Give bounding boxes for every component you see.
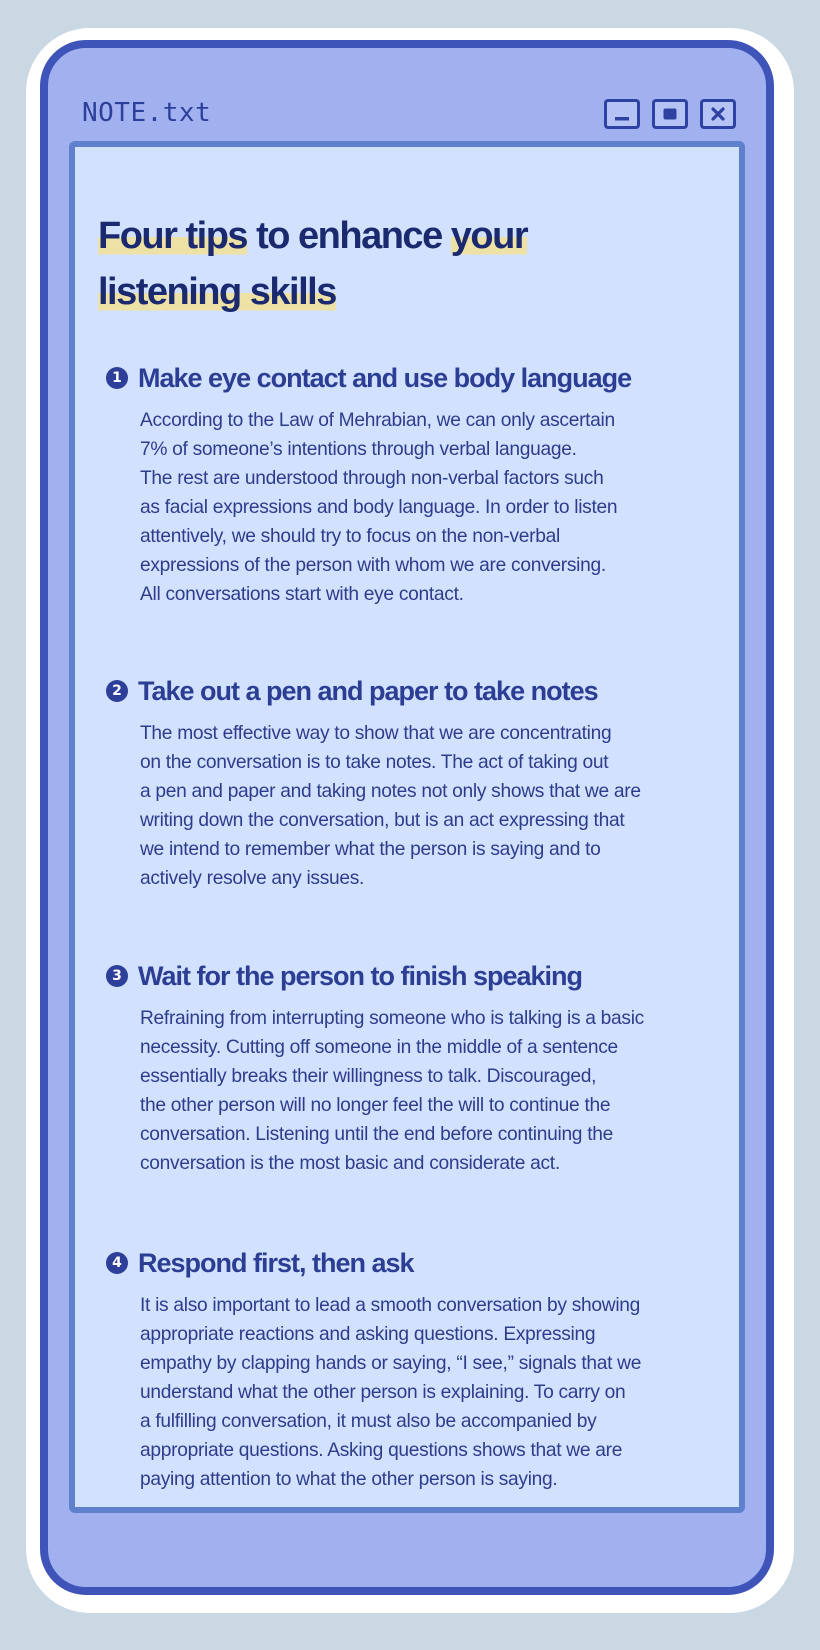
- minimize-button[interactable]: [604, 99, 640, 129]
- tip-body-line: empathy by clapping hands or saying, “I see,” signals that we: [140, 1353, 642, 1374]
- tip-body-line: a fulfilling conversation, it must also be accompanied by: [140, 1411, 597, 1432]
- tip-section-4: [106, 1245, 706, 1494]
- tip-body-line: attentively, we should try to focus on the non-verbal: [140, 526, 560, 547]
- tip-body-line: paying attention to what the other person is saying.: [140, 1469, 558, 1490]
- tip-body-line: we intend to remember what the person is saying and to: [140, 839, 601, 860]
- tip-title: Respond first, then ask: [138, 1247, 414, 1278]
- tip-header: [106, 958, 706, 994]
- tip-body-line: All conversations start with eye contact.: [140, 584, 464, 605]
- tip-body-line: The most effective way to show that we are concentrating: [140, 723, 612, 744]
- tip-body-line: Refraining from interrupting someone who is talking is a basic: [140, 1008, 644, 1029]
- tip-body-line: appropriate questions. Asking questions shows that we are: [140, 1440, 623, 1461]
- tip-body-line: It is also important to lead a smooth conversation by showing: [140, 1295, 641, 1316]
- close-icon: [703, 102, 733, 126]
- number-badge-icon: 4: [106, 1252, 128, 1274]
- tip-title: Take out a pen and paper to take notes: [138, 675, 598, 706]
- tip-body-line: expressions of the person with whom we are conversing.: [140, 555, 606, 576]
- tip-body-line: essentially breaks their willingness to talk. Discouraged,: [140, 1066, 597, 1087]
- tip-body-line: The rest are understood through non-verbal factors such: [140, 468, 604, 489]
- number-badge-icon: 2: [106, 680, 128, 702]
- number-badge-icon: 1: [106, 367, 128, 389]
- heading-highlight: listening skills: [98, 271, 336, 313]
- tip-body: [140, 719, 680, 893]
- maximize-icon: [655, 102, 685, 126]
- tip-body-line: understand what the other person is explaining. To carry on: [140, 1382, 626, 1403]
- tip-body: [140, 406, 680, 609]
- tip-body-line: actively resolve any issues.: [140, 868, 365, 889]
- tip-header: [106, 1245, 706, 1281]
- tip-body-line: conversation is the most basic and considerate act.: [140, 1153, 560, 1174]
- tip-body-line: on the conversation is to take notes. The act of taking out: [140, 752, 609, 773]
- tip-section-2: [106, 673, 706, 893]
- heading-highlight: Four tips: [98, 215, 248, 257]
- tip-body-line: the other person will no longer feel the will to continue the: [140, 1095, 611, 1116]
- page-title: [98, 208, 698, 320]
- number-badge-icon: 3: [106, 965, 128, 987]
- tip-title: Wait for the person to finish speaking: [138, 960, 583, 991]
- tip-header: [106, 673, 706, 709]
- tip-body-line: as facial expressions and body language. In order to listen: [140, 497, 618, 518]
- window-title: NOTE.txt: [82, 98, 212, 128]
- tip-title: Make eye contact and use body language: [138, 362, 632, 393]
- maximize-button[interactable]: [652, 99, 688, 129]
- tip-body: [140, 1291, 680, 1494]
- heading-highlight: your: [450, 215, 528, 257]
- tip-header: [106, 360, 706, 396]
- tip-body: [140, 1004, 680, 1178]
- tip-body-line: writing down the conversation, but is an act expressing that: [140, 810, 625, 831]
- tip-body-line: conversation. Listening until the end before continuing the: [140, 1124, 613, 1145]
- tip-body-line: a pen and paper and taking notes not only shows that we are: [140, 781, 641, 802]
- close-button[interactable]: [700, 99, 736, 129]
- tip-body-line: According to the Law of Mehrabian, we can only ascertain: [140, 410, 615, 431]
- minimize-icon: [607, 102, 637, 126]
- tip-body-line: 7% of someone’s intentions through verbal language.: [140, 439, 577, 460]
- tip-section-3: [106, 958, 706, 1178]
- tip-body-line: appropriate reactions and asking questions. Expressing: [140, 1324, 596, 1345]
- tip-body-line: necessity. Cutting off someone in the middle of a sentence: [140, 1037, 618, 1058]
- tip-section-1: [106, 360, 706, 609]
- heading-text: to enhance: [247, 215, 451, 257]
